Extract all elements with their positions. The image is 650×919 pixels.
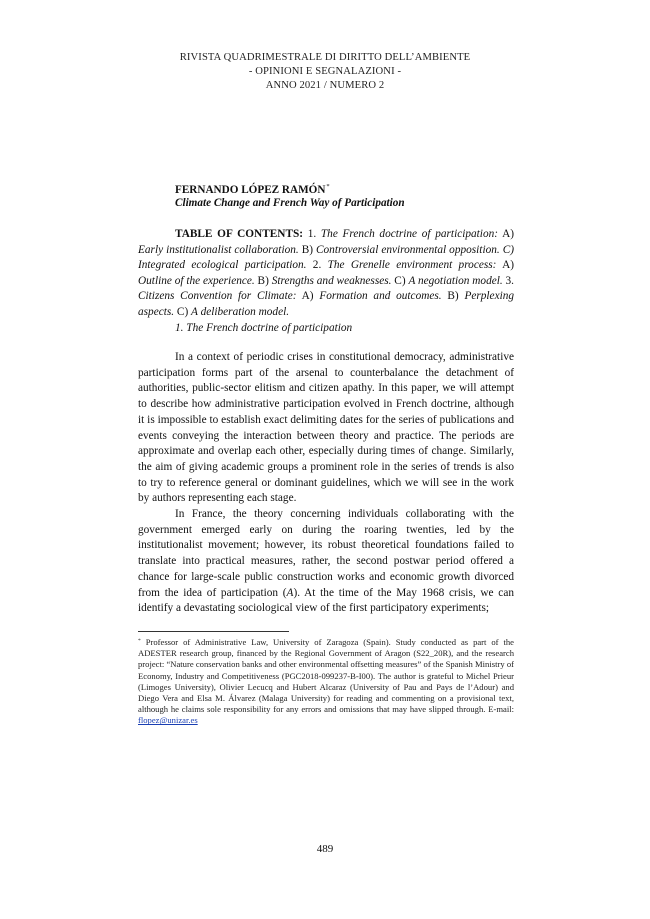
toc-item: Perplexing aspects.	[138, 290, 515, 318]
toc-item: A deliberation model.	[191, 305, 290, 318]
toc-item: Outline of the experience.	[138, 274, 255, 287]
toc-item: Strengths and weaknesses.	[271, 274, 392, 287]
toc-text: B)	[254, 274, 272, 287]
journal-header	[0, 51, 650, 93]
toc-text: C)	[174, 305, 192, 318]
paragraph-2-end: ). At the time of the May 1968 crisis, we can identify a devastating sociological view of the first participatory experiments;	[138, 586, 514, 615]
footnote-mark: *	[138, 638, 141, 644]
journal-title: RIVISTA QUADRIMESTRALE DI DIRITTO DELL’AMBIENTE	[179, 52, 471, 63]
toc-item: A negotiation model.	[408, 274, 503, 287]
footnote-divider	[138, 631, 289, 632]
toc-item: Early institutionalist collaboration.	[138, 243, 299, 256]
author-footnote-mark: *	[326, 183, 330, 190]
toc-text: 2.	[306, 259, 328, 272]
article-title: Climate Change and French Way of Participation	[175, 197, 405, 209]
toc-item: The French doctrine of participation:	[320, 228, 498, 240]
body-text	[138, 350, 514, 617]
paragraph-2-start: In France, the theory concerning individuals collaborating with the government emerged early on during the roaring twenties, led by the institutionalist movement; however, its robust theoretical foundations failed to translate into practical measures, rather, the second postwar period offered a chance for large-scale public construction works and economic growth divorced from the idea of participation (	[138, 508, 514, 599]
table-of-contents	[138, 227, 514, 321]
footnote-email-link[interactable]: flopez@unizar.es	[138, 715, 198, 726]
toc-text: 1.	[303, 228, 321, 240]
journal-section: - OPINIONI E SEGNALAZIONI -	[248, 66, 402, 77]
toc-text: A)	[498, 228, 514, 240]
paragraph-2-ref: A	[286, 586, 294, 599]
toc-item: Formation and outcomes.	[319, 290, 442, 303]
footnote	[138, 636, 514, 727]
toc-label: TABLE OF CONTENTS:	[175, 228, 304, 240]
toc-text: C)	[391, 274, 409, 287]
toc-text: B)	[441, 290, 465, 303]
section-heading: 1. The French doctrine of participation	[175, 322, 353, 334]
author-name-text: FERNANDO LÓPEZ RAMÓN	[175, 184, 326, 196]
journal-issue: ANNO 2021 / NUMERO 2	[265, 80, 385, 91]
paragraph-1: In a context of periodic crises in constitutional democracy, administrative participation forms part of the arsenal to counterbalance the detachment of authorities, public-sector elitism and citizen apathy. In this paper, we will attempt to describe how administrative participation evolved in French doctrine, although it is impossible to establish exact delimiting dates for the series of publications and events conveying the interaction between theory and practice. The periods are approximate and overlap each other, especially during times of change. Similarly, the aim of giving academic groups a prominent role in the series of trends is also to try to reference general or dominant guidelines, which we will see in the work by authors representing each stage.	[138, 351, 514, 505]
toc-text: A)	[496, 259, 514, 272]
author-name	[175, 183, 330, 196]
paragraph-2	[138, 507, 514, 617]
footnote-text: Professor of Administrative Law, University of Zaragoza (Spain). Study conducted as part of the ADESTER research group, financed by the Regional Government of Aragon (S22_20R), and the research project: “Nature conservation banks and other environmental offsetting measures” of the Spanish Ministry of Economy, Industry and Competitiveness (PGC2018-099237-B-I00). The author is grateful to Michel Prieur (Limoges University), Olivier Lecucq and Hubert Alcaraz (University of Pau and Pays de l’Adour) and Diego Vera and Elsa M. Álvarez (Malaga University) for reading and commenting on a provisional text, although he claims sole responsibility for any errors and omissions that may have slipped through. E-mail:	[138, 637, 514, 715]
toc-item: Citizens Convention for Climate:	[138, 290, 297, 303]
toc-text: B)	[298, 243, 316, 256]
toc-item: Controversial environmental opposition. C) Integrated ecological participation.	[138, 243, 514, 272]
toc-text: 3.	[502, 274, 515, 287]
toc-text: A)	[296, 290, 320, 303]
toc-item: The Grenelle environment process:	[327, 259, 497, 272]
page-number: 489	[316, 843, 334, 855]
